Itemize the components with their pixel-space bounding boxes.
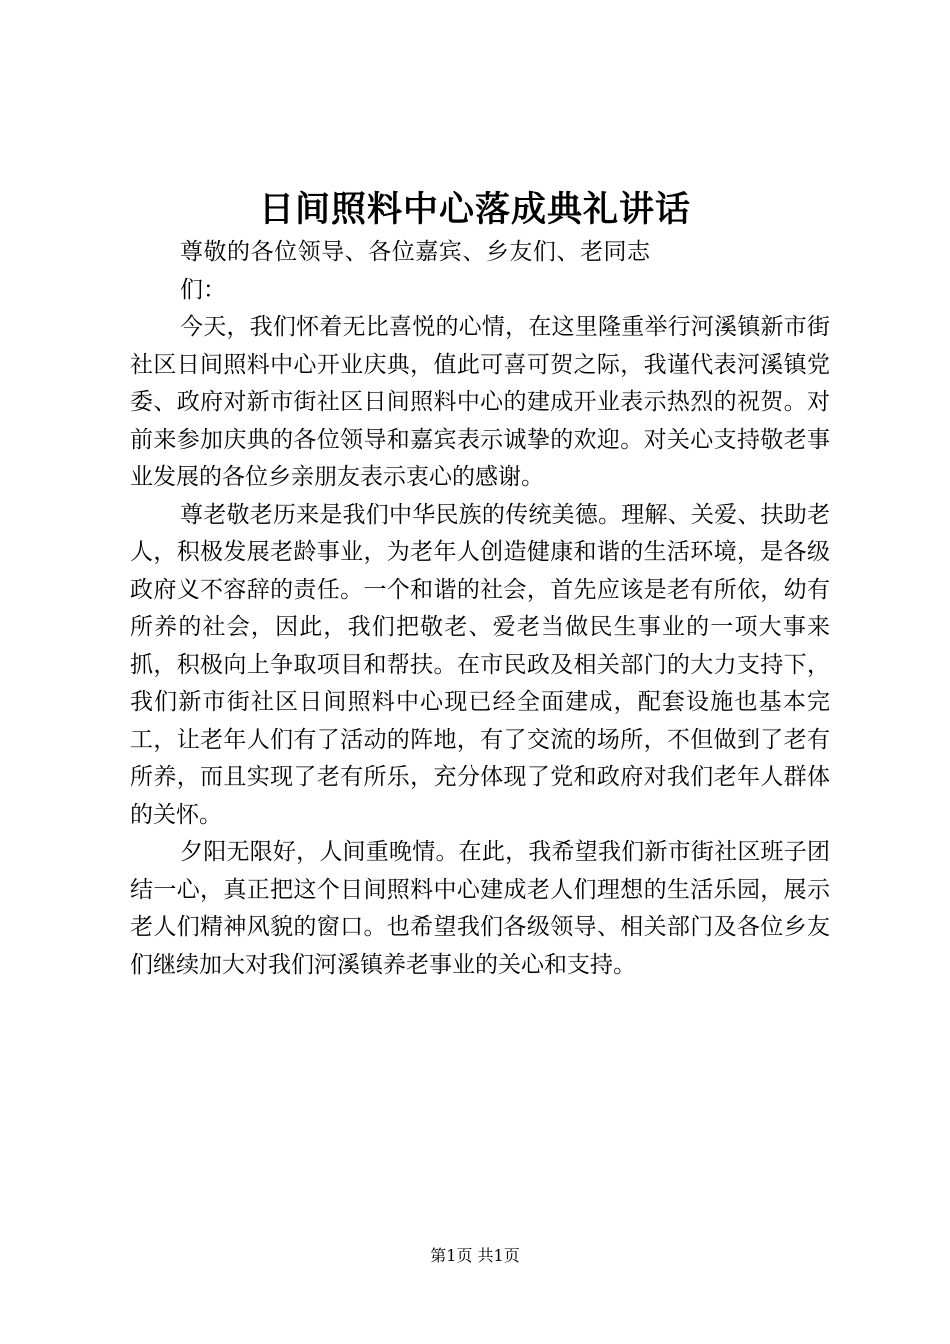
paragraph-2: 尊老敬老历来是我们中华民族的传统美德。理解、关爱、扶助老人，积极发展老龄事业，为老年人创造健康和谐的生活环境，是各级政府义不容辞的责任。一个和谐的社会，首先应该是老有所依，幼有所养的社会，因此，我们把敬老、爱老当做民生事业的一项大事来抓，积极向上争取项目和帮扶。在市民政及相关部门的大力支持下，我们新市街社区日间照料中心现已经全面建成，配套设施也基本完工，让老年人们有了活动的阵地，有了交流的场所，不但做到了老有所养，而且实现了老有所乐，充分体现了党和政府对我们老年人群体的关怀。 (130, 501, 830, 828)
document-body (130, 234, 830, 984)
paragraph-3: 夕阳无限好，人间重晚情。在此，我希望我们新市街社区班子团结一心，真正把这个日间照料中心建成老人们理想的生活乐园，展示老人们精神风貌的窗口。也希望我们各级领导、相关部门及各位乡友们继续加大对我们河溪镇养老事业的关心和支持。 (130, 839, 830, 978)
page-footer: 第1页 共1页 (430, 1246, 520, 1265)
paragraph-1: 今天，我们怀着无比喜悦的心情，在这里隆重举行河溪镇新市街社区日间照料中心开业庆典，值此可喜可贺之际，我谨代表河溪镇党委、政府对新市街社区日间照料中心的建成开业表示热烈的祝贺。对前来参加庆典的各位领导和嘉宾表示诚挚的欢迎。对关心支持敬老事业发展的各位乡亲朋友表示衷心的感谢。 (130, 314, 830, 490)
document-title: 日间照料中心落成典礼讲话 (258, 189, 691, 230)
greeting-line: 尊敬的各位领导、各位嘉宾、乡友们、老同志们： (180, 239, 650, 303)
